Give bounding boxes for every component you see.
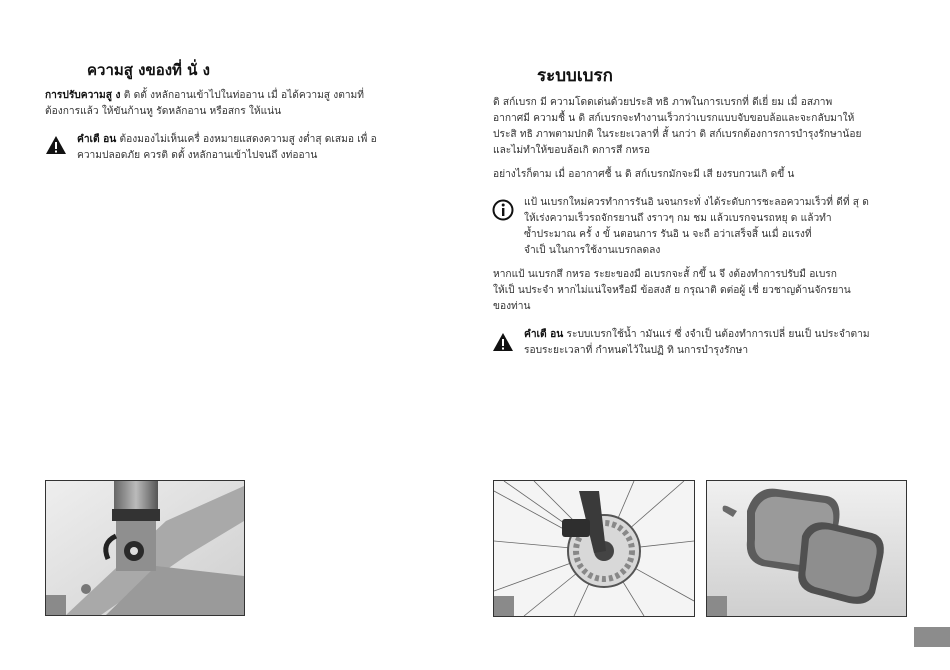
photo-tag-marker xyxy=(46,595,66,615)
photo-tag-marker xyxy=(707,596,727,616)
warning-triangle-icon xyxy=(45,135,67,155)
brake-warning-line-2: รอบระยะเวลาที่ กำหนดไว้ในปฏิ ทิ นการบำรุงรักษา xyxy=(524,345,749,356)
brake-wear-paragraph xyxy=(493,267,851,315)
seat-adjust-paragraph xyxy=(45,88,364,120)
info-icon-wrap xyxy=(492,199,514,225)
photo-tag-marker xyxy=(494,596,514,616)
brake-warning-label: คำเตื อน xyxy=(524,329,564,340)
brake-runin-line-2: ให้เร่งความเร็วรถจักรยานถึ งราวๆ กม ชม แล้วเบรกจนรถหยุ ด แล้วทำ xyxy=(524,213,832,224)
seat-warning-label: คำเตื อน xyxy=(77,134,117,145)
brake-intro-line-1: ดิ สก์เบรก มี ความโดดเด่นด้วยประสิ ทธิ ภาพในการเบรกที่ ดีเยี่ ยม เมื่ อสภาพ xyxy=(493,97,833,108)
brake-intro-line-4: และไม่ทำให้ขอบล้อเกิ ดการสึ กหรอ xyxy=(493,145,650,156)
seatpost-clamp-illustration xyxy=(46,481,244,615)
seat-warning-icon-wrap xyxy=(45,135,67,159)
page-corner-tab xyxy=(914,627,950,647)
brake-runin-paragraph xyxy=(524,195,869,259)
brake-warning-line-1: ระบบเบรกใช้น้ำ ามันแร่ ซึ่ งจำเป็ นต้องทำการเปลี่ ยนเป็ นประจำตาม xyxy=(563,329,870,340)
brake-runin-line-1: แป้ นเบรกใหม่ควรทำการรันอิ นจนกระทั่ งได้ระดับการชะลอความเร็วที่ ดีที่ สุ ด xyxy=(524,197,869,208)
brake-system-title: ระบบเบรก xyxy=(537,66,613,86)
seat-warning-line-1: ต้องมองไม่เห็นเครื่ องหมายแสดงความสู งต่ำสุ ดเสมอ เพื่ อ xyxy=(116,134,377,145)
seatpost-clamp-photo xyxy=(45,480,245,616)
seat-adjust-line-2: ต้องการแล้ว ให้ขันก้านหู รัดหลักอาน หรือสกร ให้แน่น xyxy=(45,106,282,117)
disc-brake-illustration xyxy=(494,481,694,616)
brake-noise-paragraph xyxy=(493,167,794,183)
brake-wear-line-2: ให้เป็ นประจำ หากไม่แน่ใจหรือมี ข้อสงสั ย กรุณาติ ดต่อผู้ เชี่ ยวชาญด้านจักรยาน xyxy=(493,285,851,296)
seat-warning-line-2: ความปลอดภัย ควรติ ดตั้ งหลักอานเข้าไปจนถึ งท่ออาน xyxy=(77,150,318,161)
seat-adjust-line-1: ติ ดตั้ งหลักอานเข้าไปในท่ออาน เมื่ อได้ความสู งตามที่ xyxy=(120,90,364,101)
seat-height-title: ความสู งของที่ นั่ ง xyxy=(87,61,210,79)
disc-brake-photo xyxy=(493,480,695,617)
brake-warning-icon-wrap xyxy=(492,332,514,356)
brake-wear-line-3: ของท่าน xyxy=(493,301,531,312)
brake-runin-line-3: ซ้ำประมาณ ครั้ ง ขั้ นตอนการ รันอิ น จะถื อว่าเสร็จสิ้ นเมื่ อแรงที่ xyxy=(524,229,812,240)
brake-wear-line-1: หากแป้ นเบรกสึ กหรอ ระยะของมื อเบรกจะสั้ กขึ้ น จึ งต้องทำการปรับมื อเบรก xyxy=(493,269,837,280)
brake-warning-paragraph xyxy=(524,327,870,359)
brake-intro-paragraph xyxy=(493,95,861,159)
brake-pads-illustration xyxy=(707,481,906,616)
brake-noise-line: อย่างไรก็ตาม เมื่ ออากาศชื้ น ดิ สก์เบรกมักจะมี เสี ยงรบกวนเกิ ดขึ้ น xyxy=(493,169,795,180)
brake-runin-line-4: จำเป็ นในการใช้งานเบรกลดลง xyxy=(524,245,661,256)
brake-intro-line-3: ประสิ ทธิ ภาพตามปกติ ในระยะเวลาที่ สั้ นกว่า ดิ สก์เบรกต้องการการบำรุงรักษาน้อย xyxy=(493,129,862,140)
warning-triangle-icon xyxy=(492,332,514,352)
brake-pads-photo xyxy=(706,480,907,617)
info-circle-icon xyxy=(492,199,514,221)
seat-warning-paragraph xyxy=(77,132,377,164)
seat-adjust-label: การปรับความสู ง xyxy=(45,90,121,101)
brake-intro-line-2: อากาศมี ความชื้ น ดิ สก์เบรกจะทำงานเร็วกว่าเบรกแบบจับขอบล้อและจะกลับมาให้ xyxy=(493,113,855,124)
